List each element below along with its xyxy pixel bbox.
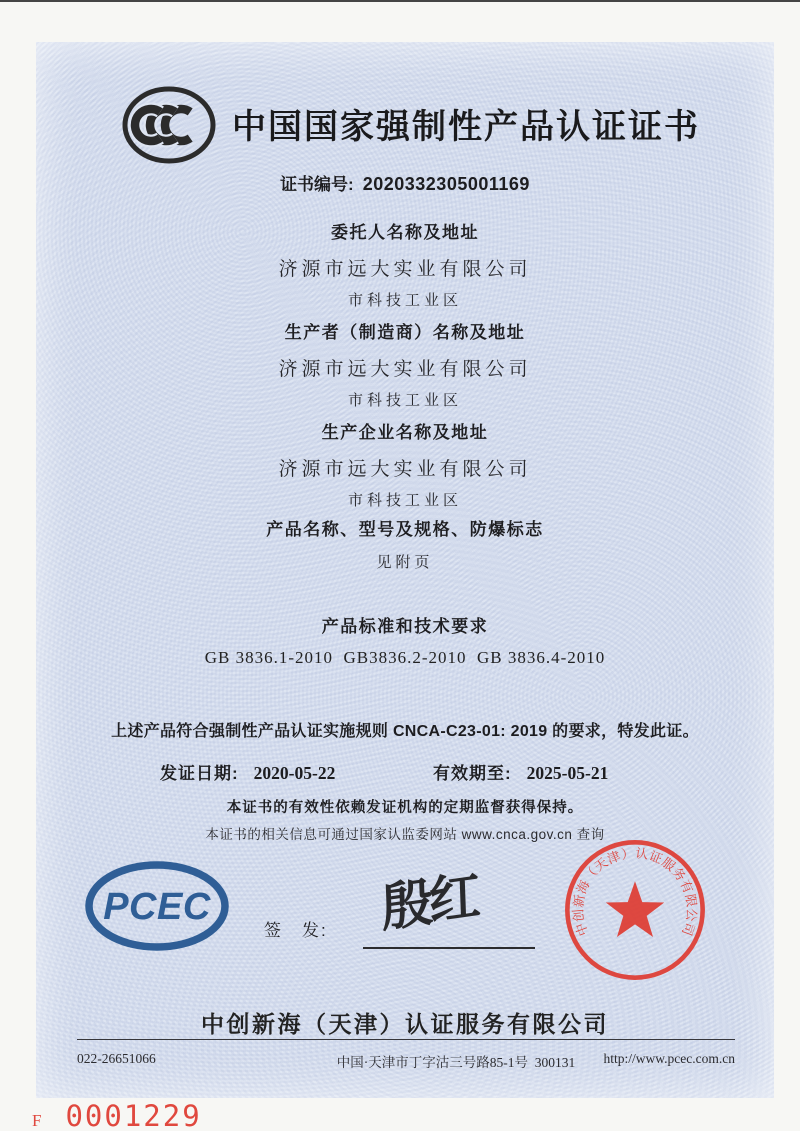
footer-phone: 022-26651066 [77, 1051, 156, 1066]
section-manufacturer [36, 318, 774, 410]
pcec-logo [84, 860, 230, 952]
certificate-number-label: 证书编号: [280, 175, 354, 194]
manufacturer-address: 市科技工业区 [347, 392, 462, 409]
company-seal-icon [553, 828, 717, 992]
seal-text: 中创新海（天津）认证服务有限公司 [570, 845, 700, 939]
issuer-signature: 殷红 [380, 865, 478, 940]
section-heading: 产品标准和技术要求 [321, 617, 489, 636]
footer-row [36, 1051, 774, 1071]
certificate-number-row [36, 170, 774, 195]
factory-name: 济源市远大实业有限公司 [278, 459, 532, 480]
info-note: 本证书的相关信息可通过国家认监委网站 www.cnca.gov.cn 查询 [205, 827, 605, 842]
certificate-number-value: 2020332305001169 [362, 174, 530, 194]
signature-line [363, 947, 535, 949]
issuer-company-name: 中创新海（天津）认证服务有限公司 [201, 1011, 609, 1037]
sign-label: 签 发: [264, 921, 328, 940]
manufacturer-name: 济源市远大实业有限公司 [278, 359, 532, 380]
applicant-name: 济源市远大实业有限公司 [278, 259, 532, 280]
standards-list: GB 3836.1-2010 GB3836.2-2010 GB 3836.4-2010 [204, 648, 606, 667]
footer-address: 中国·天津市丁字沽三号路85-1号 300131 [336, 1055, 576, 1070]
certificate-title: 中国国家强制性产品认证证书 [232, 108, 700, 146]
expiry-date-group [433, 759, 608, 784]
applicant-address: 市科技工业区 [347, 292, 462, 309]
section-heading: 生产者（制造商）名称及地址 [284, 323, 526, 342]
expiry-date-value: 2025-05-21 [526, 763, 609, 783]
section-factory [36, 418, 774, 510]
certificate-panel [36, 42, 774, 1098]
factory-address: 市科技工业区 [347, 492, 462, 509]
section-heading: 委托人名称及地址 [331, 223, 479, 242]
issue-date-value: 2020-05-22 [253, 763, 336, 783]
conformity-statement: 上述产品符合强制性产品认证实施规则 CNCA-C23-01: 2019 的要求，特发此证。 [111, 723, 699, 740]
pcec-logo-text: PCEC [103, 886, 211, 928]
section-product [36, 515, 774, 572]
dates-row [36, 759, 774, 783]
validity-note: 本证书的有效性依赖发证机构的定期监督获得保持。 [226, 800, 584, 816]
issue-date-label: 发证日期: [160, 764, 239, 783]
footer-website: http://www.pcec.com.cn [603, 1051, 735, 1066]
form-serial-number [32, 1099, 202, 1131]
scan-edge-artifact [0, 0, 800, 2]
section-heading: 生产企业名称及地址 [321, 423, 489, 442]
section-heading: 产品名称、型号及规格、防爆标志 [266, 520, 544, 539]
issue-date-group [160, 759, 335, 784]
seal-star [606, 881, 664, 937]
serial-prefix: F [32, 1111, 42, 1130]
ccc-mark-icon [120, 84, 218, 166]
section-applicant [36, 218, 774, 310]
section-standards [36, 612, 774, 668]
serial-digits: 0001229 [65, 1099, 202, 1131]
footer-divider [77, 1039, 735, 1040]
expiry-date-label: 有效期至: [433, 764, 512, 783]
product-reference: 见附页 [376, 554, 434, 571]
